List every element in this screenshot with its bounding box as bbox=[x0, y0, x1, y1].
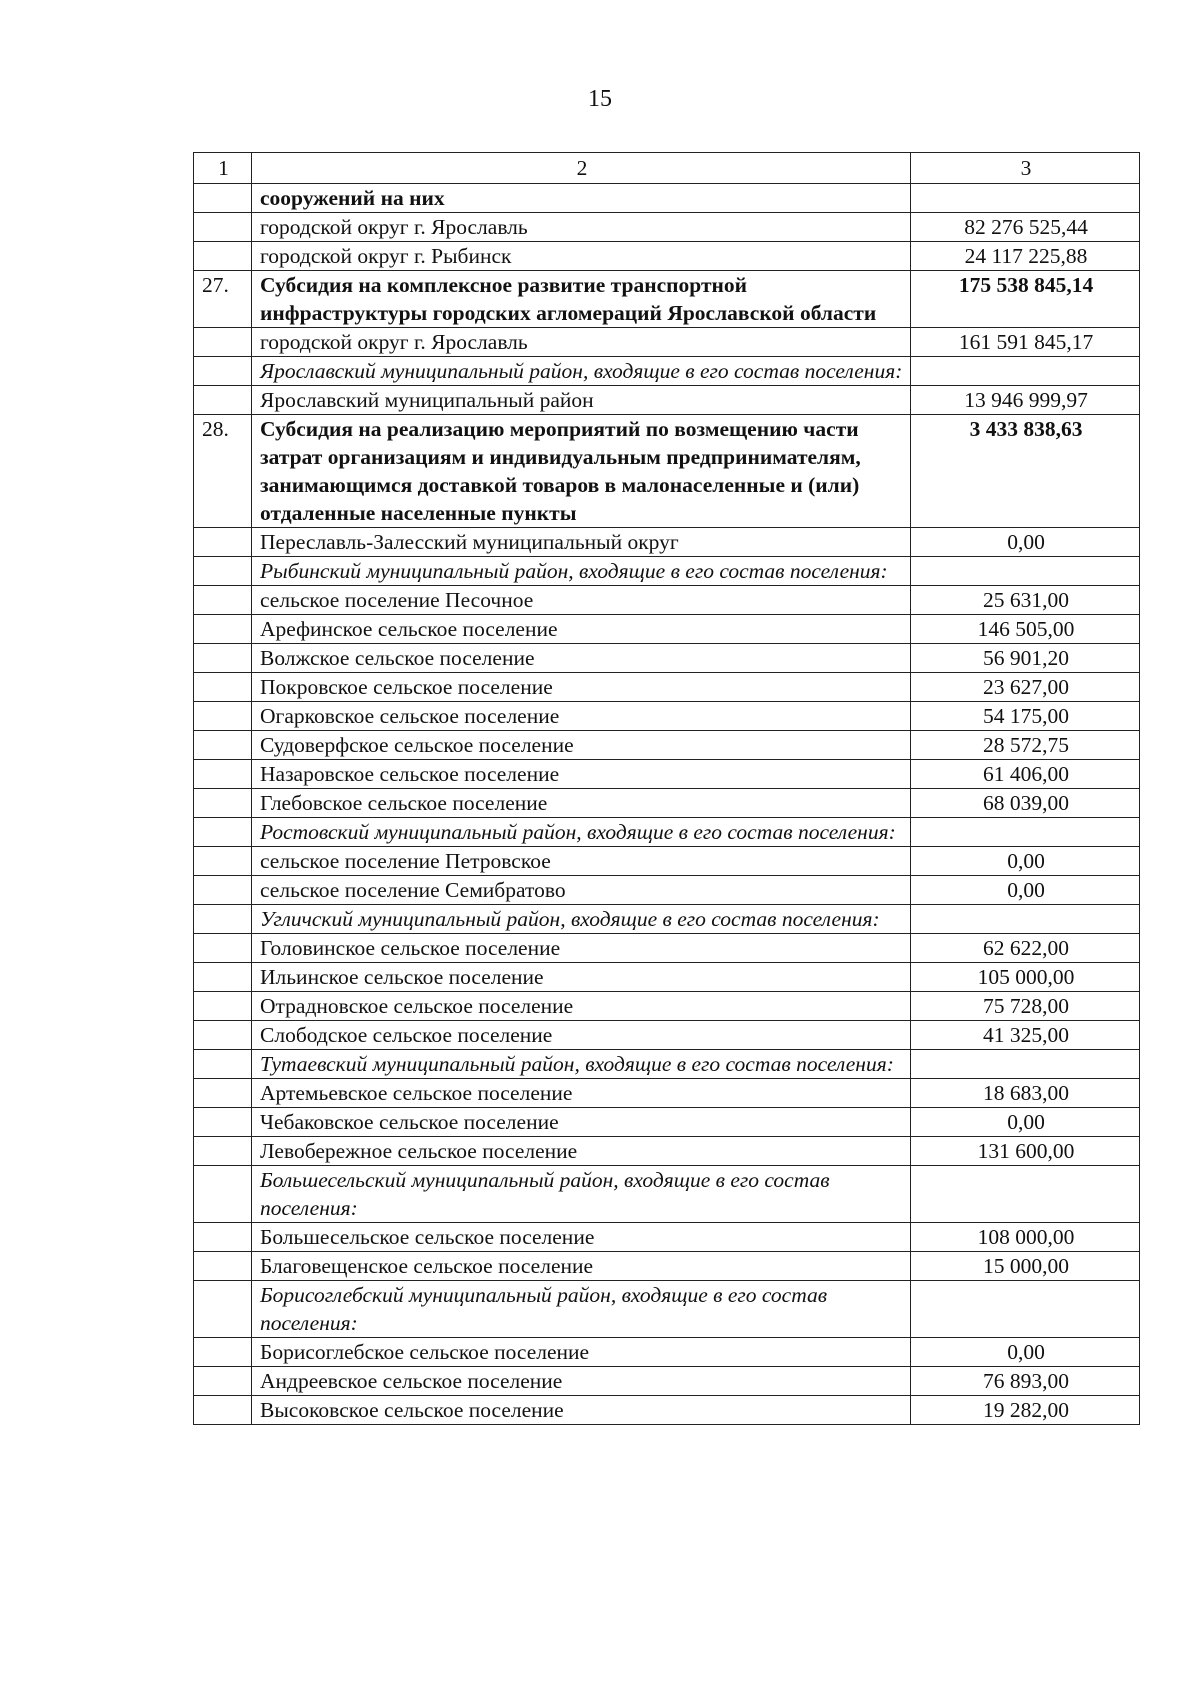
row-amount: 3 433 838,63 bbox=[911, 415, 1140, 528]
row-name: Назаровское сельское поселение bbox=[252, 760, 911, 789]
table-row bbox=[194, 1338, 1140, 1367]
row-name: Угличский муниципальный район, входящие в его состав поселения: bbox=[252, 905, 911, 934]
row-name: Левобережное сельское поселение bbox=[252, 1137, 911, 1166]
row-name: Покровское сельское поселение bbox=[252, 673, 911, 702]
table-row bbox=[194, 1223, 1140, 1252]
row-number bbox=[194, 1021, 252, 1050]
row-number bbox=[194, 702, 252, 731]
table-row bbox=[194, 386, 1140, 415]
row-amount: 54 175,00 bbox=[911, 702, 1140, 731]
table-row bbox=[194, 1021, 1140, 1050]
row-number bbox=[194, 1166, 252, 1223]
table-row bbox=[194, 1079, 1140, 1108]
table-row bbox=[194, 1137, 1140, 1166]
row-amount: 0,00 bbox=[911, 876, 1140, 905]
row-number bbox=[194, 963, 252, 992]
row-amount: 18 683,00 bbox=[911, 1079, 1140, 1108]
table-row bbox=[194, 644, 1140, 673]
row-amount: 175 538 845,14 bbox=[911, 271, 1140, 328]
row-amount: 19 282,00 bbox=[911, 1396, 1140, 1425]
row-number bbox=[194, 847, 252, 876]
table-row bbox=[194, 184, 1140, 213]
row-name: Волжское сельское поселение bbox=[252, 644, 911, 673]
row-amount bbox=[911, 557, 1140, 586]
row-number bbox=[194, 760, 252, 789]
row-amount: 62 622,00 bbox=[911, 934, 1140, 963]
row-name: Андреевское сельское поселение bbox=[252, 1367, 911, 1396]
table-row bbox=[194, 789, 1140, 818]
row-name: Слободское сельское поселение bbox=[252, 1021, 911, 1050]
table-row bbox=[194, 731, 1140, 760]
row-name: Высоковское сельское поселение bbox=[252, 1396, 911, 1425]
table-row bbox=[194, 1050, 1140, 1079]
table-row bbox=[194, 1166, 1140, 1223]
table-row bbox=[194, 673, 1140, 702]
row-amount bbox=[911, 184, 1140, 213]
row-name: Ярославский муниципальный район, входящие в его состав поселения: bbox=[252, 357, 911, 386]
row-number bbox=[194, 242, 252, 271]
table-row bbox=[194, 905, 1140, 934]
row-amount: 15 000,00 bbox=[911, 1252, 1140, 1281]
row-amount bbox=[911, 357, 1140, 386]
row-name: сельское поселение Песочное bbox=[252, 586, 911, 615]
row-name: Арефинское сельское поселение bbox=[252, 615, 911, 644]
row-amount: 108 000,00 bbox=[911, 1223, 1140, 1252]
row-number bbox=[194, 905, 252, 934]
header-col-1: 1 bbox=[194, 153, 252, 184]
row-number bbox=[194, 1108, 252, 1137]
row-amount: 61 406,00 bbox=[911, 760, 1140, 789]
row-amount: 68 039,00 bbox=[911, 789, 1140, 818]
row-amount: 24 117 225,88 bbox=[911, 242, 1140, 271]
table-row bbox=[194, 615, 1140, 644]
table-row bbox=[194, 1396, 1140, 1425]
row-number: 27. bbox=[194, 271, 252, 328]
row-amount bbox=[911, 1050, 1140, 1079]
table-header-row bbox=[194, 153, 1140, 184]
row-name: Чебаковское сельское поселение bbox=[252, 1108, 911, 1137]
table-row bbox=[194, 213, 1140, 242]
table-row bbox=[194, 818, 1140, 847]
row-amount: 0,00 bbox=[911, 1338, 1140, 1367]
table-row bbox=[194, 557, 1140, 586]
row-number bbox=[194, 586, 252, 615]
row-name: городской округ г. Ярославль bbox=[252, 213, 911, 242]
row-amount bbox=[911, 1281, 1140, 1338]
table-row bbox=[194, 1252, 1140, 1281]
row-name: Головинское сельское поселение bbox=[252, 934, 911, 963]
row-number bbox=[194, 1367, 252, 1396]
row-number bbox=[194, 357, 252, 386]
row-name: сельское поселение Семибратово bbox=[252, 876, 911, 905]
table-row bbox=[194, 702, 1140, 731]
table-row bbox=[194, 415, 1140, 528]
row-name: сооружений на них bbox=[252, 184, 911, 213]
table-row bbox=[194, 934, 1140, 963]
row-amount bbox=[911, 905, 1140, 934]
row-number bbox=[194, 789, 252, 818]
row-number bbox=[194, 1050, 252, 1079]
row-name: Переславль-Залесский муниципальный округ bbox=[252, 528, 911, 557]
row-amount bbox=[911, 818, 1140, 847]
row-name: Борисоглебское сельское поселение bbox=[252, 1338, 911, 1367]
row-amount bbox=[911, 1166, 1140, 1223]
row-amount: 146 505,00 bbox=[911, 615, 1140, 644]
row-name: Огарковское сельское поселение bbox=[252, 702, 911, 731]
row-amount: 161 591 845,17 bbox=[911, 328, 1140, 357]
row-name: Большесельский муниципальный район, входящие в его состав поселения: bbox=[252, 1166, 911, 1223]
row-amount: 56 901,20 bbox=[911, 644, 1140, 673]
row-name: Ильинское сельское поселение bbox=[252, 963, 911, 992]
row-amount: 23 627,00 bbox=[911, 673, 1140, 702]
row-number bbox=[194, 615, 252, 644]
table-row bbox=[194, 1108, 1140, 1137]
row-number bbox=[194, 1079, 252, 1108]
row-name: Субсидия на реализацию мероприятий по возмещению части затрат организациям и индивидуальным предпринимателям, занимающимся доставкой товаров в малонаселенные и (или) отдаленные населенные пункты bbox=[252, 415, 911, 528]
row-number bbox=[194, 1137, 252, 1166]
row-amount: 0,00 bbox=[911, 847, 1140, 876]
row-amount: 75 728,00 bbox=[911, 992, 1140, 1021]
row-amount: 0,00 bbox=[911, 1108, 1140, 1137]
row-amount: 131 600,00 bbox=[911, 1137, 1140, 1166]
table-row bbox=[194, 992, 1140, 1021]
row-number bbox=[194, 1252, 252, 1281]
row-name: Отрадновское сельское поселение bbox=[252, 992, 911, 1021]
row-name: Тутаевский муниципальный район, входящие в его состав поселения: bbox=[252, 1050, 911, 1079]
row-name: Благовещенское сельское поселение bbox=[252, 1252, 911, 1281]
row-name: Глебовское сельское поселение bbox=[252, 789, 911, 818]
table-row bbox=[194, 1281, 1140, 1338]
row-number bbox=[194, 876, 252, 905]
table-row bbox=[194, 271, 1140, 328]
table-row bbox=[194, 586, 1140, 615]
table-row bbox=[194, 876, 1140, 905]
row-number bbox=[194, 731, 252, 760]
row-number bbox=[194, 934, 252, 963]
table-row bbox=[194, 357, 1140, 386]
row-name: Ростовский муниципальный район, входящие в его состав поселения: bbox=[252, 818, 911, 847]
row-number bbox=[194, 184, 252, 213]
row-amount: 41 325,00 bbox=[911, 1021, 1140, 1050]
page-number: 15 bbox=[588, 86, 612, 112]
row-amount: 28 572,75 bbox=[911, 731, 1140, 760]
row-number bbox=[194, 328, 252, 357]
row-name: Борисоглебский муниципальный район, входящие в его состав поселения: bbox=[252, 1281, 911, 1338]
row-amount: 82 276 525,44 bbox=[911, 213, 1140, 242]
row-name: Артемьевское сельское поселение bbox=[252, 1079, 911, 1108]
row-number bbox=[194, 1281, 252, 1338]
row-name: Ярославский муниципальный район bbox=[252, 386, 911, 415]
row-name: сельское поселение Петровское bbox=[252, 847, 911, 876]
row-number bbox=[194, 1396, 252, 1425]
row-number bbox=[194, 386, 252, 415]
table-row bbox=[194, 847, 1140, 876]
row-name: Субсидия на комплексное развитие транспортной инфраструктуры городских агломераций Ярославской области bbox=[252, 271, 911, 328]
row-name: Судоверфское сельское поселение bbox=[252, 731, 911, 760]
row-number bbox=[194, 673, 252, 702]
header-col-2: 2 bbox=[252, 153, 911, 184]
row-amount: 13 946 999,97 bbox=[911, 386, 1140, 415]
header-col-3: 3 bbox=[911, 153, 1140, 184]
row-name: городской округ г. Рыбинск bbox=[252, 242, 911, 271]
row-number: 28. bbox=[194, 415, 252, 528]
row-number bbox=[194, 818, 252, 847]
row-amount: 25 631,00 bbox=[911, 586, 1140, 615]
row-name: Рыбинский муниципальный район, входящие в его состав поселения: bbox=[252, 557, 911, 586]
table-row bbox=[194, 963, 1140, 992]
row-number bbox=[194, 557, 252, 586]
row-name: городской округ г. Ярославль bbox=[252, 328, 911, 357]
row-number bbox=[194, 1223, 252, 1252]
table-row bbox=[194, 1367, 1140, 1396]
row-number bbox=[194, 213, 252, 242]
row-name: Большесельское сельское поселение bbox=[252, 1223, 911, 1252]
table-row bbox=[194, 242, 1140, 271]
row-number bbox=[194, 1338, 252, 1367]
row-amount: 105 000,00 bbox=[911, 963, 1140, 992]
row-amount: 0,00 bbox=[911, 528, 1140, 557]
table-body bbox=[194, 153, 1140, 1425]
row-number bbox=[194, 644, 252, 673]
subsidy-table bbox=[193, 152, 1140, 1425]
row-amount: 76 893,00 bbox=[911, 1367, 1140, 1396]
row-number bbox=[194, 528, 252, 557]
row-number bbox=[194, 992, 252, 1021]
table-row bbox=[194, 528, 1140, 557]
table-row bbox=[194, 328, 1140, 357]
table-row bbox=[194, 760, 1140, 789]
